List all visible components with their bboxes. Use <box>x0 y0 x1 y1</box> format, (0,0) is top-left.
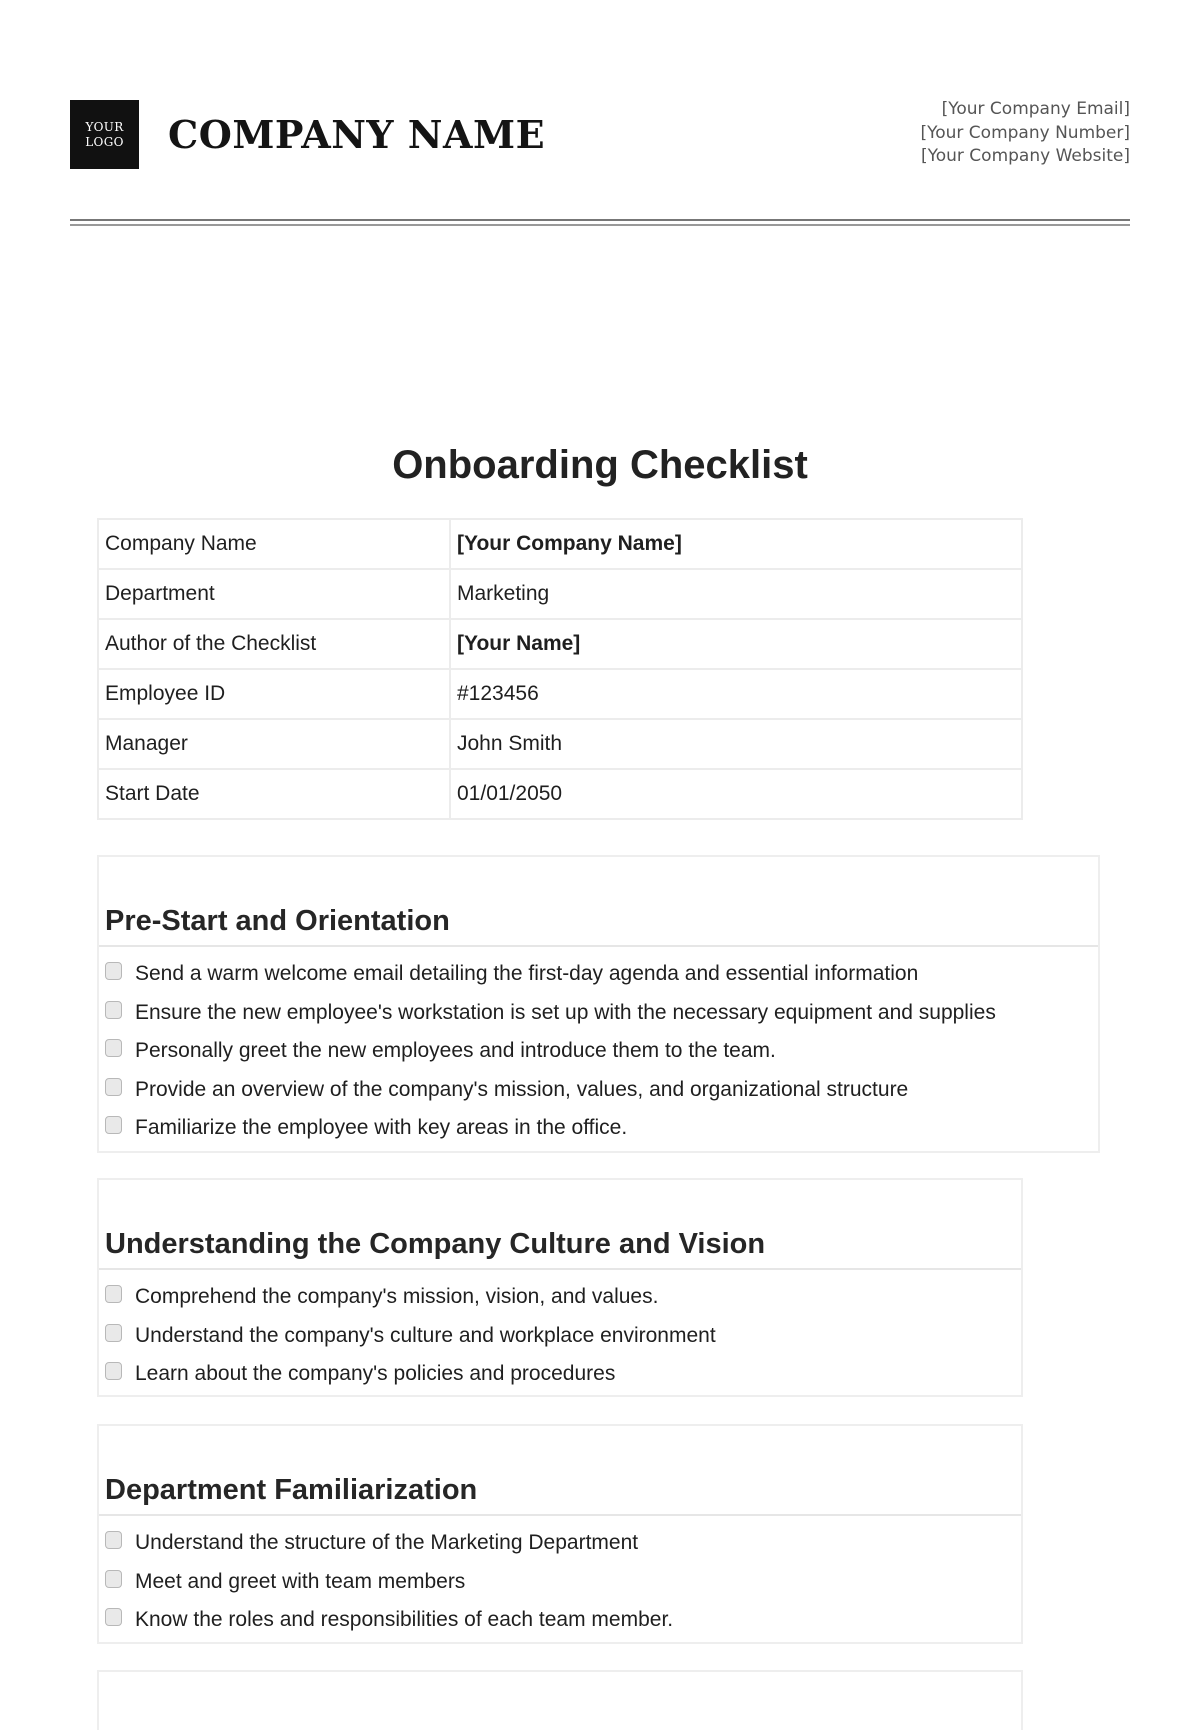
row-value: Marketing <box>450 569 1022 619</box>
checklist-item[interactable] <box>99 1317 1021 1356</box>
checkbox[interactable] <box>105 1531 122 1549</box>
table-row <box>98 519 1022 569</box>
checklist-item-text: Ensure the new employee's workstation is set up with the necessary equipment and supplies <box>135 1000 996 1024</box>
checklist-item-text: Meet and greet with team members <box>135 1569 466 1593</box>
section-title: Department Familiarization <box>105 1474 478 1506</box>
row-value: [Your Company Name] <box>450 519 1022 569</box>
checklist-item[interactable] <box>99 1524 1021 1563</box>
checklist-item-text: Comprehend the company's mission, vision, and values. <box>135 1285 659 1309</box>
checklist-item-text: Send a warm welcome email detailing the first-day agenda and essential information <box>135 962 919 986</box>
row-label: Author of the Checklist <box>98 619 450 669</box>
row-label: Department <box>98 569 450 619</box>
company-number: [Your Company Number] <box>920 122 1130 143</box>
checklist-item-text: Learn about the company's policies and procedures <box>135 1362 616 1386</box>
section-header <box>99 1426 1021 1516</box>
company-logo <box>70 100 139 169</box>
checklist-item-text: Understand the structure of the Marketing Department <box>135 1531 639 1555</box>
row-label: Start Date <box>98 769 450 819</box>
header-divider-bottom <box>70 224 1130 226</box>
company-contact <box>920 98 1130 169</box>
checklist <box>99 947 1098 1152</box>
section-pre-start-orientation <box>97 855 1100 1153</box>
employee-info-table <box>97 518 1023 820</box>
table-row <box>98 719 1022 769</box>
checklist-item[interactable] <box>99 1278 1021 1317</box>
checkbox[interactable] <box>105 1285 122 1303</box>
logo-line-2: LOGO <box>85 134 124 149</box>
table-row <box>98 769 1022 819</box>
section-title: Pre-Start and Orientation <box>105 905 450 937</box>
header-divider-top <box>70 219 1130 221</box>
checklist-item-text: Understand the company's culture and workplace environment <box>135 1323 716 1347</box>
checkbox[interactable] <box>105 1078 122 1096</box>
checklist-item-text: Know the roles and responsibilities of each team member. <box>135 1608 674 1632</box>
checklist-item[interactable] <box>99 1601 1021 1640</box>
company-name: COMPANY NAME <box>168 112 546 157</box>
section-header <box>99 857 1098 947</box>
section-company-culture-vision <box>97 1178 1023 1397</box>
company-website: [Your Company Website] <box>920 146 1130 166</box>
checkbox[interactable] <box>105 1039 122 1057</box>
checkbox[interactable] <box>105 1116 122 1134</box>
section-next-cutoff <box>97 1670 1023 1730</box>
logo-line-1: YOUR <box>85 119 124 134</box>
section-header <box>99 1180 1021 1270</box>
checkbox[interactable] <box>105 1001 122 1019</box>
checklist-item[interactable] <box>99 1071 1098 1110</box>
checklist <box>99 1270 1021 1398</box>
page-title: Onboarding Checklist <box>392 443 808 487</box>
checklist-item-text: Personally greet the new employees and introduce them to the team. <box>135 1039 776 1063</box>
row-value: #123456 <box>450 669 1022 719</box>
section-title: Understanding the Company Culture and Vision <box>105 1228 766 1260</box>
checklist-item[interactable] <box>99 994 1098 1033</box>
checkbox[interactable] <box>105 962 122 980</box>
row-value: [Your Name] <box>450 619 1022 669</box>
table-row <box>98 669 1022 719</box>
row-value: 01/01/2050 <box>450 769 1022 819</box>
row-label: Employee ID <box>98 669 450 719</box>
checklist-item[interactable] <box>99 1355 1021 1394</box>
checklist <box>99 1516 1021 1644</box>
checklist-item-text: Familiarize the employee with key areas in the office. <box>135 1116 628 1140</box>
company-email: [Your Company Email] <box>941 99 1130 119</box>
table-row <box>98 619 1022 669</box>
checklist-item[interactable] <box>99 1563 1021 1602</box>
checkbox[interactable] <box>105 1324 122 1342</box>
checklist-item[interactable] <box>99 1032 1098 1071</box>
table-row <box>98 569 1022 619</box>
checklist-item-text: Provide an overview of the company's mission, values, and organizational structure <box>135 1077 909 1101</box>
row-value: John Smith <box>450 719 1022 769</box>
checklist-item[interactable] <box>99 1109 1098 1148</box>
checkbox[interactable] <box>105 1362 122 1380</box>
row-label: Company Name <box>98 519 450 569</box>
checkbox[interactable] <box>105 1570 122 1588</box>
section-department-familiarization <box>97 1424 1023 1644</box>
row-label: Manager <box>98 719 450 769</box>
checkbox[interactable] <box>105 1608 122 1626</box>
checklist-item[interactable] <box>99 955 1098 994</box>
